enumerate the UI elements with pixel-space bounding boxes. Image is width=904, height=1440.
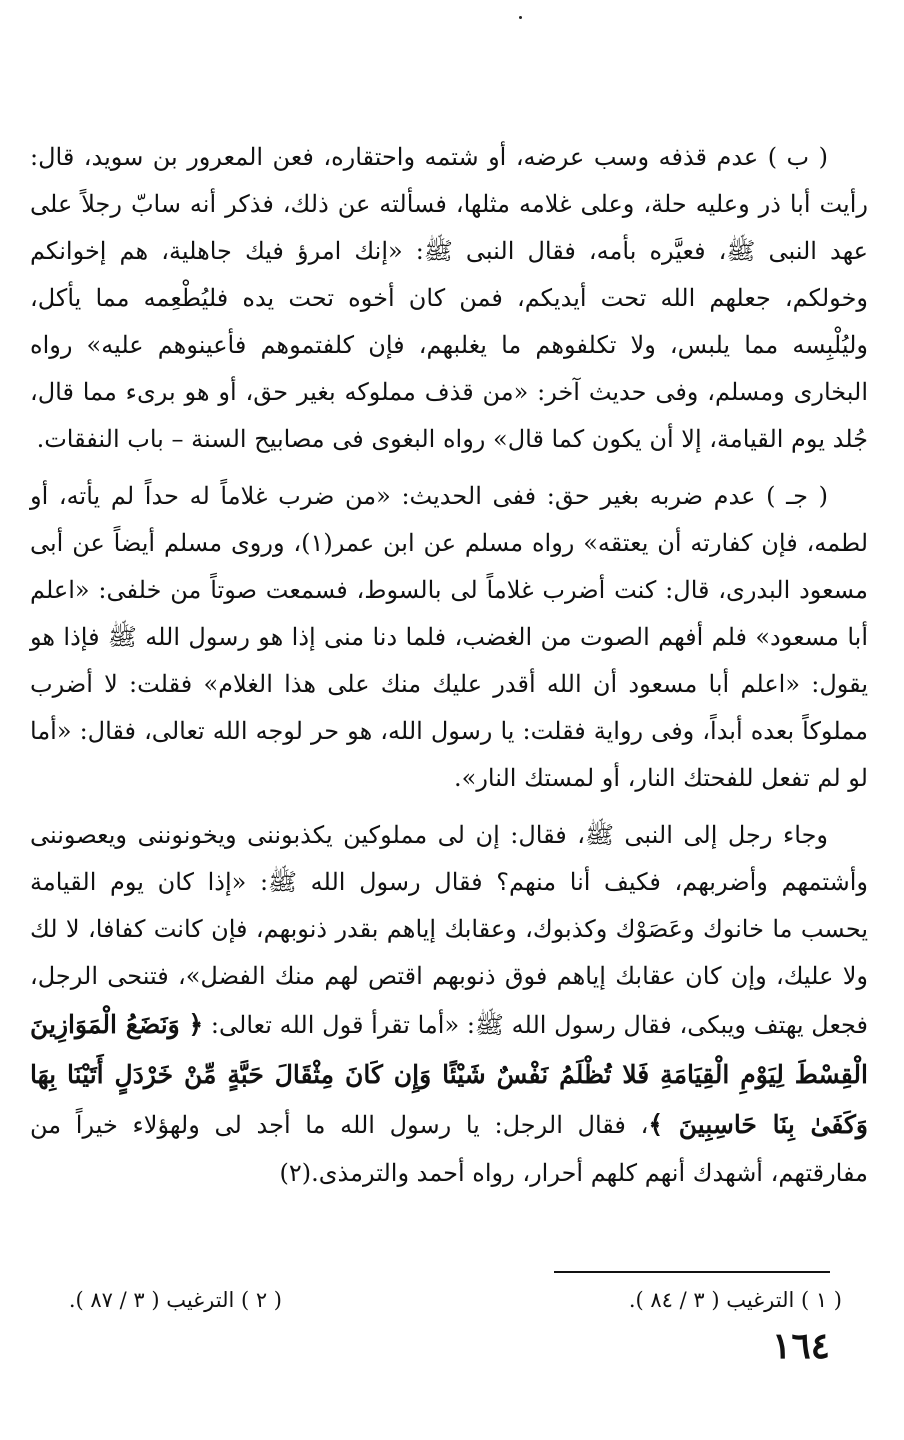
footnote-1: ( ١ ) الترغيب ( ٣ / ٨٤ ). <box>628 1288 842 1312</box>
quran-verse: ﴿ وَنَضَعُ الْمَوَازِينَ الْقِسْطَ لِيَوْمِ الْقِيَامَةِ فَلا تُظْلَمُ نَفْسٌ شَيْئًا وَإِن كَانَ مِثْقَالَ حَبَّةٍ مِّنْ خَرْدَلٍ أَتَيْنَا بِهَا وَكَفَىٰ بِنَا حَاسِبِينَ ﴾ <box>30 1010 868 1139</box>
paragraph-text-after-verse: ، فقال الرجل: يا رسول الله ما أجد لى ولهؤلاء خيراً من مفارقتهم، أشهدك أنهم كلهم أحرار، رواه أحمد والترمذى.(٢) <box>30 1111 868 1187</box>
paragraph-b: ( ب ) عدم قذفه وسب عرضه، أو شتمه واحتقاره، فعن المعرور بن سويد، قال: رأيت أبا ذر وعليه حلة، وعلى غلامه مثلها، فسألته عن ذلك، فذكر أنه سابّ رجلاً على عهد النبى ﷺ، فعيَّره بأمه، فقال النبى ﷺ: «إنك امرؤ فيك جاهلية، هم إخوانكم وخولكم، جعلهم الله تحت أيديكم، فمن كان أخوه تحت يده فليُطْعِمه مما يأكل، وليُلْبِسه مما يلبس، ولا تكلفوهم ما يغلبهم، فإن كلفتموهم فأعينوهم عليه» رواه البخارى ومسلم، وفى حديث آخر: «من قذف مملوكه بغير حق، أو هو برىء مما قال، جُلد يوم القيامة، إلا أن يكون كما قال» رواه البغوى فى مصابيح السنة – باب النفقات. <box>30 143 868 453</box>
paragraph-j: ( جـ ) عدم ضربه بغير حق: ففى الحديث: «من ضرب غلاماً له حداً لم يأته، أو لطمه، فإن كفارته أن يعتقه» رواه مسلم عن ابن عمر(١)، وروى مسلم أيضاً عن أبى مسعود البدرى، قال: كنت أضرب غلاماً لى بالسوط، فسمعت صوتاً من خلفى: «اعلم أبا مسعود» فلم أفهم الصوت من الغضب، فلما دنا منى إذا هو رسول الله ﷺ فإذا هو يقول: «اعلم أبا مسعود أن الله أقدر عليك منك على هذا الغلام» فقلت: لا أضرب مملوكاً بعده أبداً، وفى رواية فقلت: يا رسول الله، هو حر لوجه الله تعالى، فقال: «أما لو لم تفعل للفحتك النار، أو لمستك النار». <box>30 482 869 792</box>
paragraph-text-before-verse: وجاء رجل إلى النبى ﷺ، فقال: إن لى مملوكين يكذبوننى ويخونوننى ويعصوننى وأشتمهم وأضربهم، فكيف أنا منهم؟ فقال رسول الله ﷺ: «إذا كان يوم القيامة يحسب ما خانوك وعَصَوْك وكذبوك، وعقابك إياهم بقدر ذنوبهم، فإن كانت كفافا، لا لك ولا عليك، وإن كان عقابك إياهم فوق ذنوبهم اقتص لهم منك الفضل»، فتنحى الرجل، فجعل يهتف ويبكى، فقال رسول الله ﷺ: «أما تقرأ قول الله تعالى: <box>30 821 869 1039</box>
page-number: ١٦٤ <box>771 1325 830 1367</box>
main-text <box>30 134 868 1197</box>
paragraph-hadith-slaves <box>30 812 868 1197</box>
footnote-separator <box>554 1271 830 1273</box>
footnote-2: ( ٢ ) الترغيب ( ٣ / ٨٧ ). <box>68 1288 282 1312</box>
speck-mark <box>519 16 522 19</box>
